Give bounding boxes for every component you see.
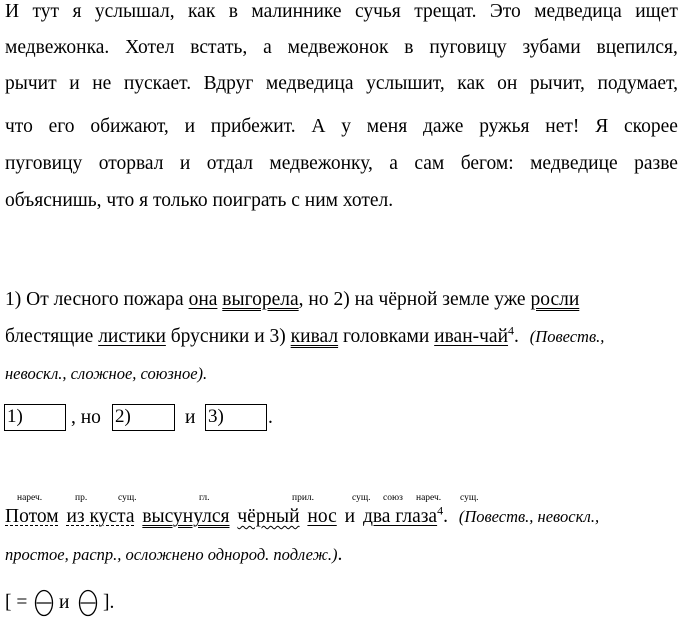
word: А <box>311 116 326 137</box>
word: и <box>184 116 196 137</box>
word: бегом: <box>460 153 514 174</box>
word: в <box>228 1 238 22</box>
word: сучья <box>354 1 401 22</box>
word: что <box>5 116 33 137</box>
sentence2-note: простое, распр., осложнено однород. подлеж.) <box>5 545 338 564</box>
word: нет! <box>545 116 580 137</box>
word: медвежонка. <box>5 37 110 58</box>
passage-line-6: объяснишь, что я только поиграть с ним хотел. <box>5 190 394 211</box>
pos-tag-adverb: нареч. <box>17 493 43 503</box>
sentence1-line-1 <box>5 288 579 312</box>
word: рычит <box>5 73 57 94</box>
subject-listiki: листики <box>98 326 166 347</box>
word: Я <box>595 116 609 137</box>
footnote-marker: 4 <box>508 323 515 338</box>
pos-tag-noun: сущ. <box>460 493 479 503</box>
subject-nos: нос <box>307 506 337 527</box>
word: услышал, <box>94 1 175 22</box>
word: он <box>497 73 518 94</box>
sentence1-note-cont: невоскл., сложное, союзное). <box>5 364 208 383</box>
word: ищет <box>635 1 678 22</box>
word: оторвал <box>98 153 164 174</box>
word: а <box>389 153 398 174</box>
word: рычит, <box>529 73 585 94</box>
sentence1-text: 1) От лесного пожара <box>5 289 189 310</box>
scheme-box-2: 2) <box>112 404 175 431</box>
word: в <box>404 37 414 58</box>
scheme-box-1: 1) <box>4 404 66 431</box>
word: Вдруг <box>203 73 254 94</box>
sentence2-note: (Повеств., невоскл., <box>458 507 600 526</box>
sentence1-line-2 <box>5 325 604 349</box>
sentence1-text: головками <box>338 326 435 347</box>
word: прибежит. <box>210 116 296 137</box>
word: медвежонок <box>287 37 389 58</box>
pos-tag-noun: сущ. <box>118 493 137 503</box>
passage-line-3 <box>5 72 678 96</box>
pos-tag-adjective: прил. <box>292 493 315 503</box>
word: пускает. <box>123 73 192 94</box>
adverbial-iz-kusta: из куста <box>66 506 135 527</box>
word: пуговицу <box>429 37 507 58</box>
word: трещат. <box>414 1 477 22</box>
word: пуговицу <box>5 153 83 174</box>
word: медведица <box>534 1 622 22</box>
word: а <box>263 37 272 58</box>
word: медвежонку, <box>269 153 373 174</box>
word: малиннике <box>251 1 342 22</box>
passage-line-4 <box>5 115 678 139</box>
pos-tag-conjunction: союз <box>383 493 403 503</box>
scheme2-conj: и <box>59 592 70 613</box>
scheme-end: . <box>268 407 273 428</box>
word: И <box>5 1 20 22</box>
word: его <box>48 116 75 137</box>
scheme2-close: ]. <box>103 592 115 613</box>
passage-line-1 <box>5 0 678 24</box>
pos-tag-noun: сущ. <box>352 493 371 503</box>
predicate-vygorela: выгорела <box>222 289 299 310</box>
scheme2-open: [ = <box>5 592 28 613</box>
word: меня <box>366 116 408 137</box>
sentence1-text: , но 2) на чёрной земле уже <box>298 289 531 310</box>
word: вцепился, <box>596 37 678 58</box>
subject-dva-glaza: два глаза <box>362 506 438 527</box>
word: подумает, <box>597 73 678 94</box>
word: разве <box>634 153 678 174</box>
passage-line-2 <box>5 36 678 60</box>
word: Это <box>489 1 521 22</box>
sentence2-note-cont <box>5 543 342 567</box>
word: ружья <box>479 116 530 137</box>
predicate-kival: кивал <box>290 326 339 347</box>
subject-ivan-chai: иван-чай <box>434 326 509 347</box>
word: и <box>179 153 191 174</box>
word: я <box>72 1 82 22</box>
word: как <box>457 73 485 94</box>
sentence1-note: (Повеств., <box>529 327 605 346</box>
conjunction-i: и <box>344 506 356 527</box>
word: встать, <box>190 37 248 58</box>
word: обижают, <box>90 116 169 137</box>
word: даже <box>422 116 464 137</box>
period: . <box>443 506 448 527</box>
pos-tag-preposition: пр. <box>75 493 88 503</box>
word: услышит, <box>366 73 445 94</box>
period: . <box>514 326 519 347</box>
scheme-box-3: 3) <box>205 404 267 431</box>
word: как <box>188 1 216 22</box>
sentence1-text: брусники и 3) <box>165 326 291 347</box>
word: сам <box>414 153 445 174</box>
adverbial-potom: Потом <box>5 506 59 527</box>
word: медведица <box>265 73 354 94</box>
word: тут <box>32 1 60 22</box>
scheme-conj-i: и <box>185 407 196 428</box>
word: не <box>92 73 112 94</box>
predicate-vysunulsya: высунулся <box>142 506 230 527</box>
attribute-chernyi: чёрный <box>237 506 300 527</box>
period: . <box>337 544 343 565</box>
word: Хотел <box>125 37 175 58</box>
footnote-marker: 4 <box>437 503 444 518</box>
passage-line-5 <box>5 152 678 176</box>
subject-ona: она <box>188 289 218 310</box>
subject-oval-icon <box>78 589 98 617</box>
word: медведице <box>530 153 618 174</box>
subject-oval-icon <box>34 589 54 617</box>
word: и <box>69 73 80 94</box>
word: скорее <box>623 116 678 137</box>
pos-tag-verb: гл. <box>199 493 210 503</box>
word: зубами <box>522 37 581 58</box>
word: отдал <box>206 153 253 174</box>
sentence2-line-1 <box>5 505 599 529</box>
predicate-rosli: росли <box>530 289 580 310</box>
word: у <box>341 116 351 137</box>
sentence1-text: блестящие <box>5 326 99 347</box>
scheme-conj-no: , но <box>71 407 101 428</box>
pos-tag-adverb: нареч. <box>416 493 442 503</box>
